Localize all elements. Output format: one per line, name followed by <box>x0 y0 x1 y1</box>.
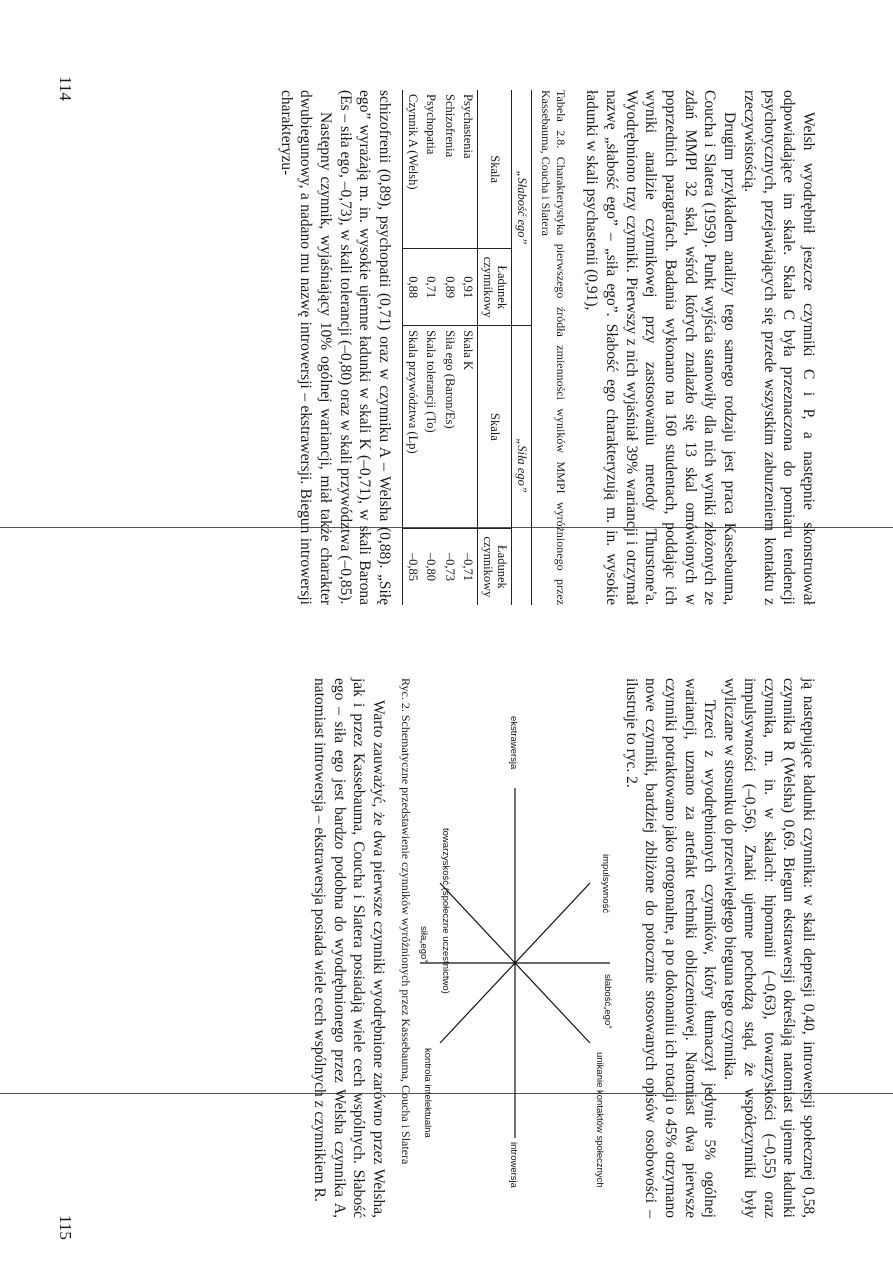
table-caption <box>538 90 568 605</box>
label-sociability: towarzyskość (społeczne uczestnictwo) <box>439 828 451 994</box>
label-avoidance-text: unikanie kontaktów społecznych <box>593 1052 605 1188</box>
label-ego-weakness: słabość„ego” <box>601 974 613 1029</box>
page-115 <box>0 630 893 1263</box>
page-114 <box>0 0 893 630</box>
left-paragraph-3: schizofrenii (0,89), psychopatii (0,71) oraz w czynniku A – Welsha (0,88). „Siłę ego” wyrażają m. in. wysokie ujemne ładunki w skali K (–0,71), w skali Barona (Es – siła ego, –0,73), w skali tolerancji (–0,80) oraz w skali przywództwa (–0,85). <box>336 90 394 605</box>
page-number-left: 114 <box>56 76 75 101</box>
table-row <box>440 90 459 605</box>
table-cell: Psychopatia <box>424 94 439 155</box>
table-cell: Skala przywództwa (Lp) <box>403 326 422 529</box>
table-cell: Psychastenia <box>461 94 476 159</box>
table-cell: 0,89 <box>440 249 459 326</box>
right-paragraph-1: ją następujące ładunki czynnika: w skali depresji 0,40, introwersji społecznej 0,58, czynnika R (Welsha) 0,69. Biegun ekstrawersji określają natomiast ujemne ładunki czynnika, m. in. w skalach: hipomanii (–0,63), towarzyskości (–0,55) oraz impulsywności (–0,56). Znaki ujemne pochodzą stąd, że współczynniki były wyliczane w stosunku do przeciwległego bieguna tego czynnika. <box>721 678 817 1218</box>
table-row <box>422 90 441 605</box>
table-cell: –0,71 <box>459 528 478 605</box>
label-extraversion: ekstrawersja <box>507 716 519 770</box>
right-text-column <box>309 678 818 1218</box>
table-group-strength: „Siła ego” <box>512 326 532 605</box>
table-cell: Skala K <box>459 326 478 529</box>
right-paragraph-2: Trzeci z wyodrębnionych czynników, który tłumaczył jedynie 5% ogólnej wariancji, uznano za artefakt techniki obliczeniowej. Natomiast dwa pierwsze czynniki potraktowano jako ortogonalne, a po dokonaniu ich rotacji o 45% otrzymano nowe czynniki, bardziej zbliżone do potocznie stosowanych opisów osobowości – ilustruje to ryc. 2. <box>622 678 719 1218</box>
table-cell: 0,88 <box>403 249 422 326</box>
page-number-right: 115 <box>56 1215 75 1240</box>
table-row <box>403 90 422 605</box>
table-caption-label: Tabela 2.8. <box>553 90 568 149</box>
label-ego-strength: siła„ego” <box>417 926 429 963</box>
figure-2-diagram <box>415 678 615 1218</box>
right-paragraph-3: Warto zauważyć, że dwa pierwsze czynniki wyodrębnione zarówno przez Welsha, jak i przez Kassebauma, Coucha i Slatera posiadają wiele cech wspólnych. Słabość ego – siła ego jest bardzo podobna do wyodrębnionego przez Welsha czynnika A, natomiast introwersja – ekstrawersja posiada wiele cech wspólnych z czynnikiem R. <box>310 678 387 1218</box>
table-header-loading: Ładunek czynnikowy <box>478 528 512 605</box>
table-2-8 <box>402 90 532 605</box>
table-cell: –0,73 <box>440 528 459 605</box>
label-intellectual-control: kontrola intelektualna <box>421 1048 433 1138</box>
table-header-loading: Ładunek czynnikowy <box>478 249 512 326</box>
table-cell: Siła ego (Baron/Es) <box>440 326 459 529</box>
left-paragraph-4: Następny czynnik, wyjaśniający 10% ogólnej wariancji, miał także charakter dwubiegunowy, a nadano mu nazwę introwersji – ekstrawersji. Biegun introwersji charakteryzu- <box>277 90 334 605</box>
table-cell: 0,91 <box>459 249 478 326</box>
table-cell: –0,85 <box>403 528 422 605</box>
left-text-column <box>276 90 818 605</box>
table-caption-text: Charakterystyka pierwszego źródła zmienności wyników MMPI wyróżnionego przez Kassebauma, Coucha i Slatera <box>538 90 568 606</box>
table-cell: Czynnik A (Welsh) <box>403 90 422 249</box>
table-cell: 0,71 <box>422 249 441 326</box>
left-paragraph-2: Drugim przykładem analizy tego samego rodzaju jest praca Kassebauma, Coucha i Slatera (1959). Punkt wyjścia stanowiły dla nich wyniki złożonych ze zdań MMPI 32 skal, wśród których znalazło się 13 skal omówionych w poprzednich paragrafach. Badania wykonano na 160 studentach, poddając ich wyniki analizie czynnikowej przy zastosowaniu metody Thurstone'a. Wyodrębniono trzy czynniki. Pierwszy z nich wyjaśniał 39% wariancji i otrzymał nazwę „słabość ego” – „siła ego”. Słabość ego charakteryzują m. in. wysokie ładunki w skali psychastenii (0,91), <box>583 90 739 605</box>
left-paragraph-1: Welsh wyodrębnił jeszcze czynniki C i P, a następnie skonstruował odpowiadające im skale. Skala C była przeznaczona do pomiaru tendencji psychotycznych, przejawiających się przede wszystkim zaburzeniem kontaktu z rzeczywistością. <box>740 90 817 605</box>
table-header-scale: Skala <box>478 326 512 529</box>
table-header-scale: Skala <box>478 90 512 249</box>
label-avoidance <box>594 1052 605 1188</box>
table-cell: Schizofrenia <box>442 94 457 158</box>
table-group-weakness: „Słabość ego” <box>512 90 532 326</box>
label-impulsivity: impulsywność <box>599 854 611 914</box>
figure-caption: Ryc. 2. Schematyczne przedstawienie czynników wyróżnionych przez Kassebauma, Coucha i Slatera <box>398 678 413 1165</box>
label-introversion: introwersja <box>507 1142 519 1188</box>
table-cell: –0,80 <box>422 528 441 605</box>
table-cell: Skala tolerancji (To) <box>422 326 441 529</box>
table-row <box>459 90 478 605</box>
